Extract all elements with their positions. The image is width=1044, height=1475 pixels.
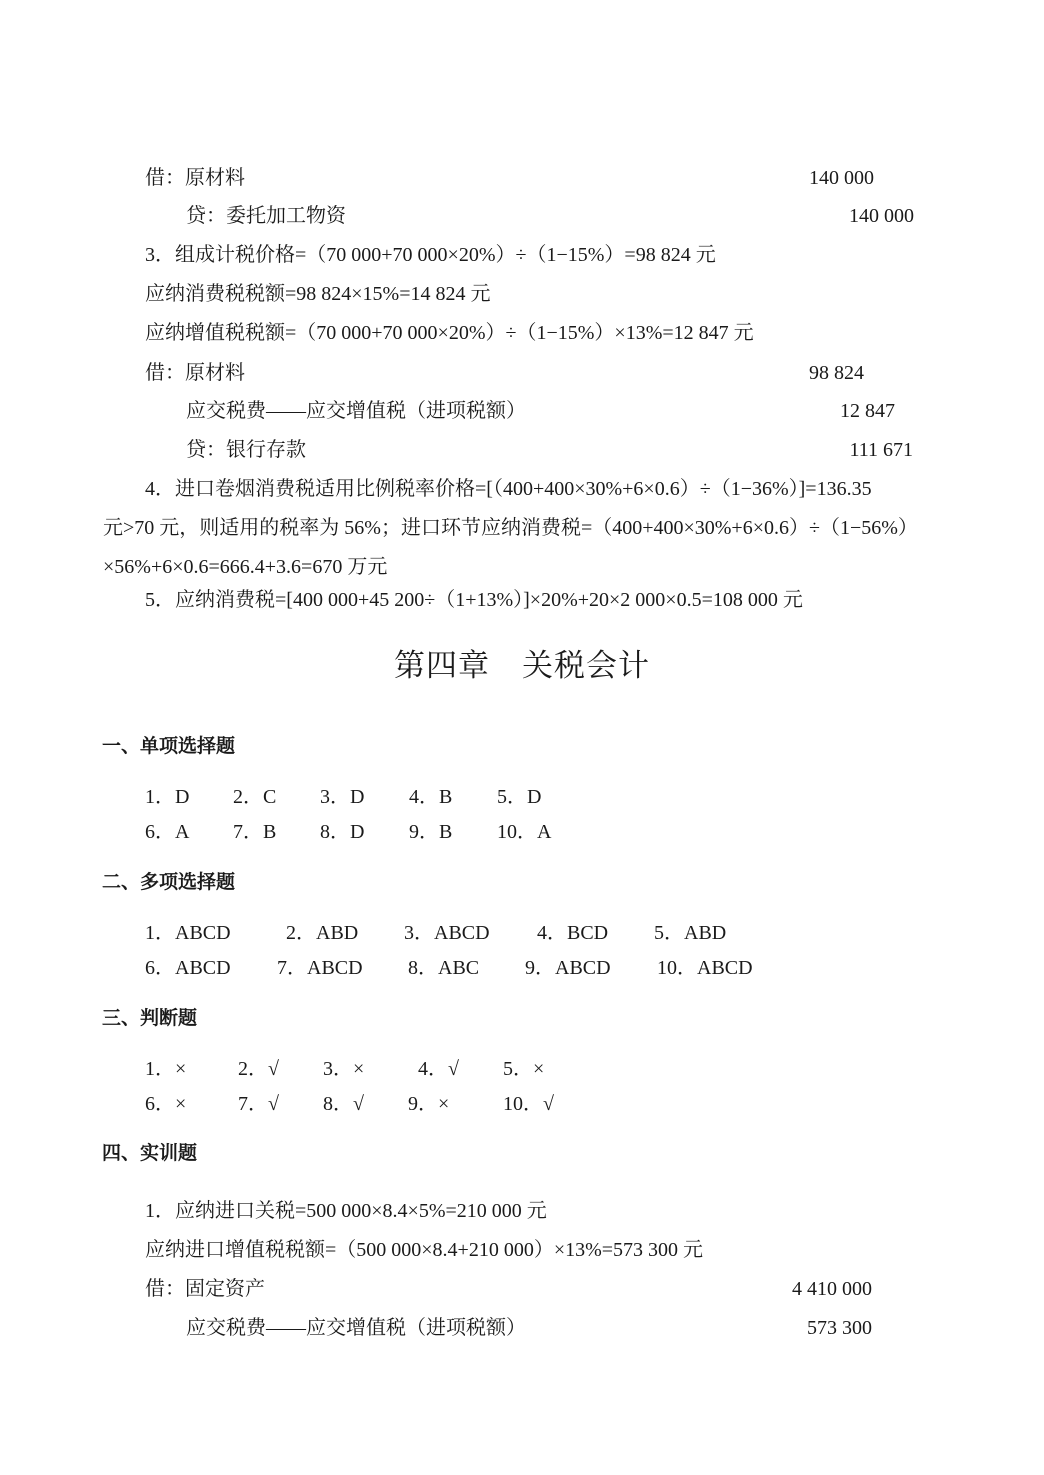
- answer-item: 10．A: [497, 821, 552, 843]
- answer-item: 10．ABCD: [657, 957, 753, 979]
- entry-debit-raw-materials: 借：原材料: [145, 167, 245, 189]
- answer-item: 1．×: [145, 1058, 187, 1080]
- answer-item: 9．B: [409, 821, 453, 843]
- answer-item: 5．ABD: [654, 922, 727, 944]
- item3-line2: 应纳消费税税额=98 824×15%=14 824 元: [145, 283, 491, 305]
- answer-item: 7．√: [238, 1093, 279, 1115]
- entry-amount: 573 300: [807, 1317, 872, 1339]
- answer-item: 3．D: [320, 786, 365, 808]
- answer-item: 6．×: [145, 1093, 187, 1115]
- practice-entry-debit: 借：固定资产: [145, 1278, 265, 1300]
- entry-amount: 140 000: [809, 167, 874, 189]
- item3-entry-vat: 应交税费——应交增值税（进项税额）: [186, 400, 526, 422]
- answer-item: 2．C: [233, 786, 277, 808]
- entry-amount: 4 410 000: [792, 1278, 872, 1300]
- answer-item: 4．√: [418, 1058, 459, 1080]
- item4-line2: 元>70 元，则适用的税率为 56%；进口环节应纳消费税=（400+400×30%+6×0.6）÷（1−56%）: [103, 517, 918, 539]
- item3-line3: 应纳增值税税额=（70 000+70 000×20%）÷（1−15%）×13%=12 847 元: [145, 322, 754, 344]
- section-heading-judge: 三、判断题: [102, 1007, 198, 1029]
- practice-line2: 应纳进口增值税税额=（500 000×8.4+210 000）×13%=573 300 元: [145, 1239, 704, 1261]
- entry-amount: 111 671: [849, 439, 913, 461]
- answer-item: 6．A: [145, 821, 190, 843]
- entry-amount: 140 000: [849, 205, 914, 227]
- practice-line1: 1．应纳进口关税=500 000×8.4×5%=210 000 元: [145, 1200, 547, 1222]
- item4-line3: ×56%+6×0.6=666.4+3.6=670 万元: [103, 556, 388, 578]
- answer-item: 8．D: [320, 821, 365, 843]
- chapter-title: 第四章 关税会计: [394, 648, 650, 684]
- section-heading-practice: 四、实训题: [102, 1142, 198, 1164]
- answer-item: 10．√: [503, 1093, 554, 1115]
- answer-item: 2．ABD: [286, 922, 359, 944]
- answer-item: 9．×: [408, 1093, 450, 1115]
- answer-item: 7．B: [233, 821, 277, 843]
- section-heading-multi: 二、多项选择题: [102, 871, 236, 893]
- item3-entry-debit: 借：原材料: [145, 362, 245, 384]
- answer-item: 1．ABCD: [145, 922, 231, 944]
- item3-line1: 3．组成计税价格=（70 000+70 000×20%）÷（1−15%）=98 824 元: [145, 244, 716, 266]
- answer-item: 2．√: [238, 1058, 279, 1080]
- entry-credit-consigned: 贷：委托加工物资: [186, 205, 346, 227]
- answer-item: 4．B: [409, 786, 453, 808]
- answer-item: 9．ABCD: [525, 957, 611, 979]
- item5-line: 5．应纳消费税=[400 000+45 200÷（1+13%）]×20%+20×2 000×0.5=108 000 元: [145, 589, 803, 611]
- answer-item: 6．ABCD: [145, 957, 231, 979]
- item3-entry-credit: 贷：银行存款: [186, 439, 306, 461]
- answer-item: 7．ABCD: [277, 957, 363, 979]
- section-heading-single: 一、单项选择题: [102, 735, 236, 757]
- answer-item: 8．√: [323, 1093, 364, 1115]
- answer-item: 5．×: [503, 1058, 545, 1080]
- practice-entry-vat: 应交税费——应交增值税（进项税额）: [186, 1317, 526, 1339]
- answer-item: 5．D: [497, 786, 542, 808]
- entry-amount: 98 824: [809, 362, 864, 384]
- answer-item: 8．ABC: [408, 957, 480, 979]
- answer-item: 1．D: [145, 786, 190, 808]
- answer-item: 3．ABCD: [404, 922, 490, 944]
- item4-line1: 4．进口卷烟消费税适用比例税率价格=[（400+400×30%+6×0.6）÷（1−36%）]=136.35: [145, 478, 872, 500]
- answer-item: 3．×: [323, 1058, 365, 1080]
- entry-amount: 12 847: [840, 400, 895, 422]
- answer-item: 4．BCD: [537, 922, 609, 944]
